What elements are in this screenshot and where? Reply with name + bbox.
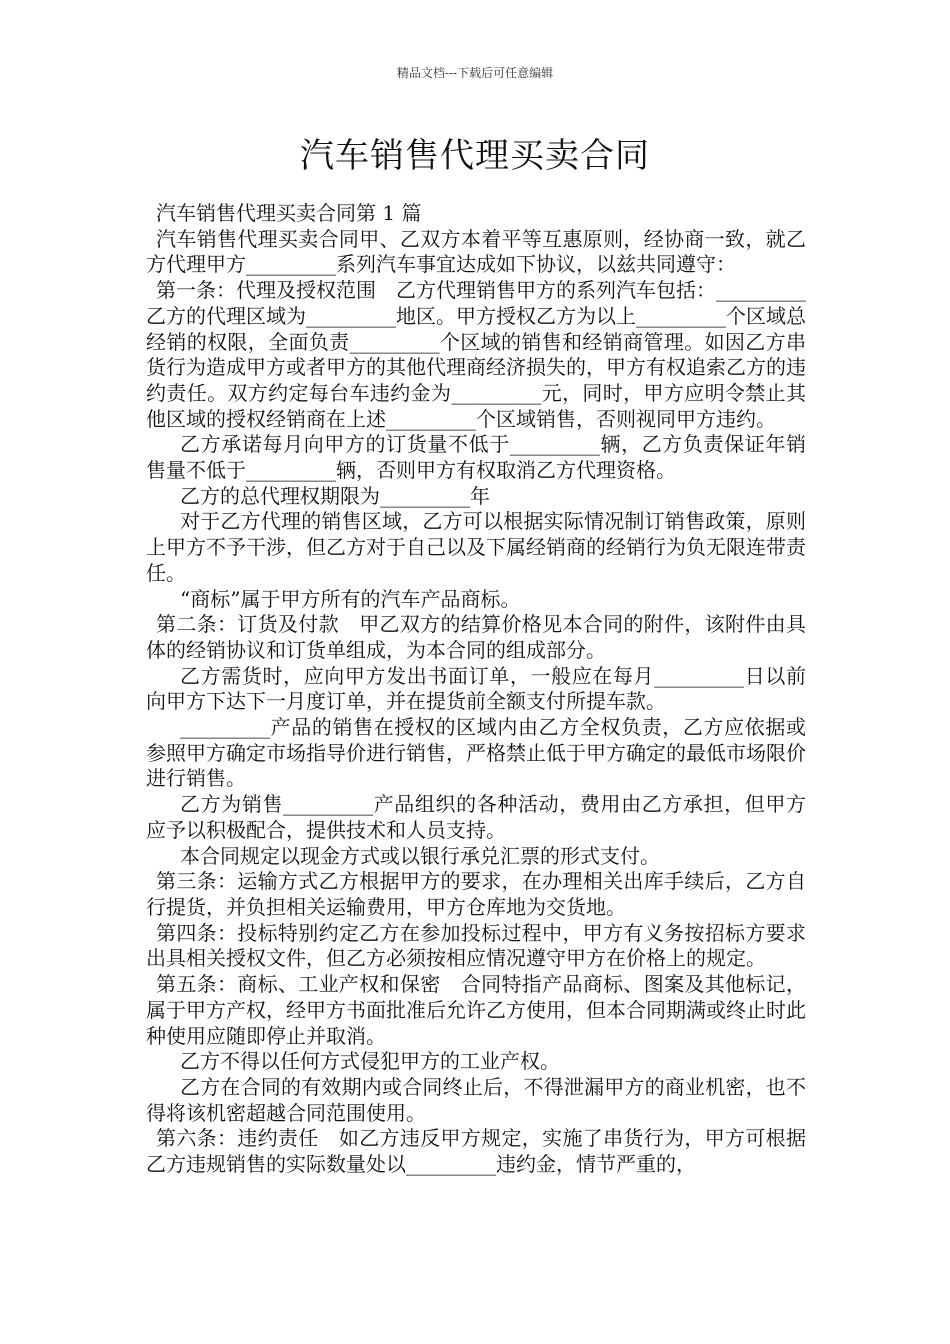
paragraph: 第六条：违约责任 如乙方违反甲方规定，实施了串货行为，甲方可根据乙方违规销售的实际数量处以_________违约金，情节严重的， bbox=[146, 1126, 806, 1177]
paragraph: 乙方的总代理权期限为_________年 bbox=[180, 483, 490, 508]
paragraph: 对于乙方代理的销售区域，乙方可以根据实际情况制订销售政策，原则上甲方不予干涉，但乙方对于自己以及下属经销商的经销行为负无限连带责任。 bbox=[146, 509, 806, 585]
document-title: 汽车销售代理买卖合同 bbox=[300, 136, 650, 176]
paragraph: 本合同规定以现金方式或以银行承兑汇票的形式支付。 bbox=[180, 843, 660, 868]
paragraph: 汽车销售代理买卖合同甲、乙双方本着平等互惠原则，经协商一致，就乙方代理甲方_________系列汽车事宜达成如下协议，以兹共同遵守： bbox=[146, 226, 806, 277]
document-body bbox=[146, 201, 846, 1178]
paragraph: 第三条：运输方式乙方根据甲方的要求，在办理相关出库手续后，乙方自行提货，并负担相关运输费用，甲方仓库地为交货地。 bbox=[146, 869, 806, 919]
paragraph: 汽车销售代理买卖合同第 1 篇 bbox=[156, 201, 422, 225]
paragraph: 第一条：代理及授权范围 乙方代理销售甲方的系列汽车包括：_________ 乙方的代理区域为_________地区。甲方授权乙方为以上_________个区域总经销的权限，全面负责_________个区域的销售和经销商管理。如因乙方串货行为造成甲方或者甲方的其他代理商经济损失的，甲方有权追索乙方的违约责任。双方约定每台车违约金为_________元，同时，甲方应明令禁止其他区域的授权经销商在上述_________个区域销售，否则视同甲方违约。 bbox=[146, 278, 846, 431]
paragraph: 乙方承诺每月向甲方的订货量不低于_________辆，乙方负责保证年销售量不低于_________辆，否则甲方有权取消乙方代理资格。 bbox=[146, 432, 806, 483]
paragraph: 第五条：商标、工业产权和保密 合同特指产品商标、图案及其他标记，属于甲方产权，经甲方书面批准后允许乙方使用，但本合同期满或终止时此种使用应随即停止并取消。 bbox=[146, 972, 806, 1048]
paragraph: 第四条：投标特别约定乙方在参加投标过程中，甲方有义务按招标方要求出具相关授权文件，但乙方必须按相应情况遵守甲方在价格上的规定。 bbox=[146, 920, 806, 971]
paragraph: _________产品的销售在授权的区域内由乙方全权负责，乙方应依据或参照甲方确定市场指导价进行销售，严格禁止低于甲方确定的最低市场限价进行销售。 bbox=[146, 715, 806, 791]
paragraph: 乙方在合同的有效期内或合同终止后，不得泄漏甲方的商业机密，也不得将该机密超越合同范围使用。 bbox=[146, 1074, 806, 1125]
paragraph: “商标”属于甲方所有的汽车产品商标。 bbox=[180, 586, 521, 611]
paragraph: 第二条：订货及付款 甲乙双方的结算价格见本合同的附件，该附件由具体的经销协议和订货单组成，为本合同的组成部分。 bbox=[146, 612, 806, 662]
paragraph: 乙方需货时，应向甲方发出书面订单，一般应在每月_________日以前向甲方下达下一月度订单，并在提货前全额支付所提车款。 bbox=[146, 663, 806, 714]
paragraph: 乙方为销售_________产品组织的各种活动，费用由乙方承担，但甲方应予以积极配合，提供技术和人员支持。 bbox=[146, 792, 806, 842]
header-note: 精品文档---下载后可任意编辑 bbox=[396, 66, 554, 80]
paragraph: 乙方不得以任何方式侵犯甲方的工业产权。 bbox=[180, 1049, 560, 1074]
